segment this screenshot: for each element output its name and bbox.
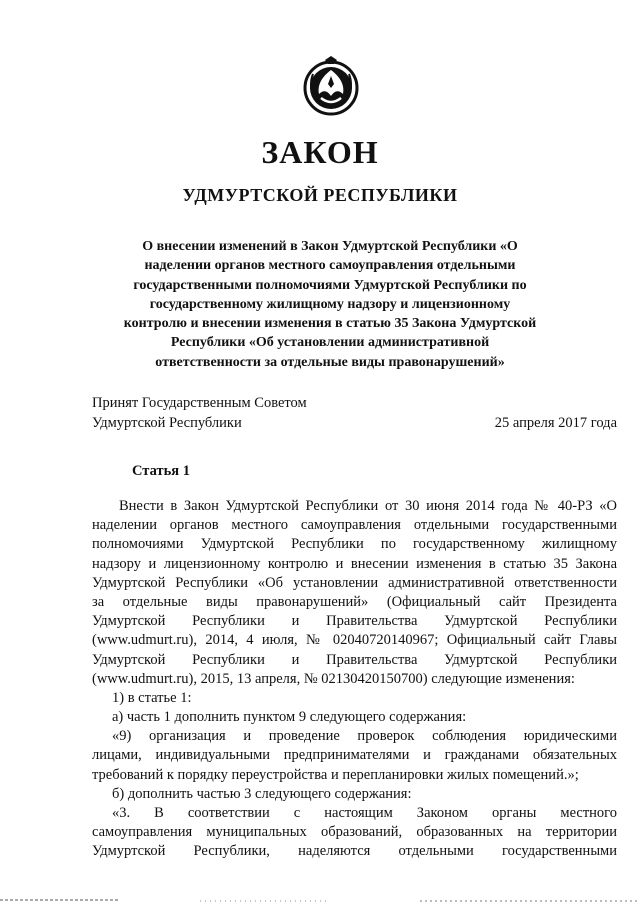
document-subtitle: УДМУРТСКОЙ РЕСПУБЛИКИ <box>182 185 458 205</box>
law-name-line: О внесении изменений в Закон Удмуртской Республики «О <box>142 239 518 254</box>
adoption-date: 25 апреля 2017 года <box>494 415 617 431</box>
body-line: полномочиями Удмуртской Республики по государственному жилищному <box>92 536 617 553</box>
body-line: Удмуртской Республики и Правительства Удмуртской Республики <box>92 651 617 668</box>
body-line: лицами, индивидуальными предпринимателями и гражданами обязательных <box>92 747 617 764</box>
body-line: «9) организация и проведение проверок соблюдения юридическими <box>112 728 617 745</box>
law-name-line: ответственности за отдельные виды правонарушений» <box>155 354 505 370</box>
body-line: надзору и лицензионному контролю и внесении изменения в статью 35 Закона <box>92 555 617 572</box>
scan-edge-artifact <box>0 896 640 905</box>
adoption-block <box>92 393 617 433</box>
body-line: Удмуртской Республики и Правительства Удмуртской Республики <box>92 613 617 630</box>
law-name-line: Республики «Об установлении административной <box>170 335 490 351</box>
article-body <box>92 497 617 862</box>
body-line: б) дополнить частью 3 следующего содержания: <box>112 785 412 802</box>
body-line: (www.udmurt.ru), 2015, 13 апреля, № 02130420150700) следующие изменения: <box>92 670 575 687</box>
body-line: Удмуртской Республики «Об установлении административной ответственности <box>92 574 617 591</box>
body-line: самоуправления муниципальных образований, образованных на территории <box>92 824 617 841</box>
body-line: наделении органов местного самоуправления отдельными государственными <box>92 517 617 534</box>
coat-of-arms-emblem <box>303 54 359 118</box>
law-name-line: государственными полномочиями Удмуртской Республики по <box>133 277 527 293</box>
law-name-line: наделении органов местного самоуправления отдельными <box>144 258 516 274</box>
body-line: Удмуртской Республики, наделяются отдельными государственными <box>92 843 617 860</box>
law-name <box>110 237 550 372</box>
body-line: Внести в Закон Удмуртской Республики от 30 июня 2014 года № 40-РЗ «О <box>119 498 617 514</box>
law-name-line: государственному жилищному надзору и лицензионному <box>149 296 511 312</box>
body-line: 1) в статье 1: <box>112 689 192 706</box>
law-name-line: контролю и внесении изменения в статью 35 Закона Удмуртской <box>123 316 537 332</box>
document-title: ЗАКОН <box>261 134 379 170</box>
article-heading: Статья 1 <box>132 463 190 479</box>
body-line: (www.udmurt.ru), 2014, 4 июля, № 02040720140967; Официальный сайт Главы <box>92 632 617 649</box>
body-line: «3. В соответствии с настоящим Законом органы местного <box>112 805 617 821</box>
adopted-by: Принят Государственным Советом <box>92 395 307 411</box>
adopted-by-republic: Удмуртской Республики <box>92 415 242 431</box>
body-line: за отдельные виды правонарушений» (Официальный сайт Президента <box>92 593 617 610</box>
body-line: требований к порядку переустройства и перепланировки жилых помещений.»; <box>92 766 579 783</box>
body-line: а) часть 1 дополнить пунктом 9 следующего содержания: <box>112 709 467 726</box>
